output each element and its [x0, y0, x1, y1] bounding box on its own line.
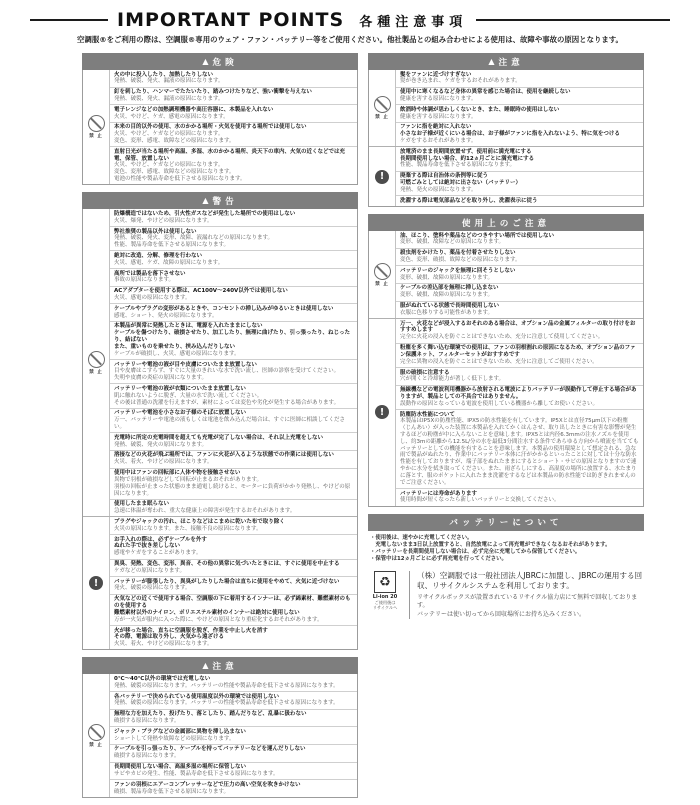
consequence-line: 火災、爆発、やけどの原因になります。: [114, 217, 213, 224]
consequence-line: 変形、破損、故障の原因になります。: [400, 292, 494, 299]
instruction-line: 殺虫剤をかけたり、薬品を付着させたりしない: [400, 250, 516, 257]
section-danger: [82, 53, 358, 185]
exclamation-icon: !: [375, 405, 389, 419]
notice-rows: [396, 147, 643, 206]
instruction-line: ケーブルを傷つけたり、破損させたり、加工したり、無理に曲げたり、引っ張ったり、ねじったり、結ばない: [114, 330, 351, 344]
notice-row: [110, 744, 357, 762]
consequence-line: 完全に異物の浸入を防ぐことはできないため、充分に注意してご使用ください。: [400, 358, 598, 365]
notice-row: [110, 468, 357, 499]
instruction-line: 万一、火花などが浸入するおそれのある場合は、オプション品の金属フィルターの取り付けをおすすめします: [400, 320, 636, 334]
notice-icon-cell: [369, 70, 396, 146]
section-usage: [368, 214, 644, 507]
consequence-line: 破損、製品寿命を低下させる原因になります。: [114, 788, 230, 795]
page-title-ja: 各種注意事項: [359, 14, 468, 30]
consequence-line: 変色、変形、破損、故障などの原因になります。: [400, 256, 521, 263]
instruction-line: ファンの羽根にエアーコンプレッサーなどで圧力の高い空気を吹きかけない: [114, 781, 301, 788]
notice-icon-cell: [369, 147, 396, 206]
instruction-line: 本製品が異常に発熱したときは、電源を入れたままにしない: [114, 323, 263, 330]
instruction-line: 無理な力を加えたり、投げたり、落としたり、踏んだりなど、乱暴に扱わない: [114, 711, 307, 718]
notice-row: [396, 104, 643, 122]
instruction-line: 長期間使用しない場合、高温多湿の場所に保管しない: [114, 764, 247, 771]
consequence-line: 変形、破損、故障などの原因になります。: [400, 239, 505, 246]
recycle-arrows-icon: ♻: [374, 571, 396, 593]
consequence-line: 衣服に色移りする可能性があります。: [400, 309, 494, 316]
notice-group: [369, 231, 643, 318]
consequence-line: 使用時間が短くなったら新しいバッテリーと交換してください。: [400, 497, 560, 504]
right-column: [368, 53, 644, 805]
page-title-bar: [30, 9, 670, 31]
instruction-line: 使用中はファンの回転部に人体や物を接触させない: [114, 470, 241, 477]
prohibition-label: 禁 止: [89, 369, 103, 375]
consequence-line: サビやカビの発生、性能、製品寿命を低下させる原因になります。: [114, 770, 279, 777]
consequence-line: 火災、やけど、ケガなどの原因になります。: [114, 162, 224, 169]
instruction-line: 釘を刺したり、ハンマーでたたいたり、踏みつけたりなど、強い衝撃を与えない: [114, 89, 312, 96]
instruction-icon: [89, 576, 103, 590]
section-warning-table: [82, 209, 358, 650]
instruction-line: ACアダプターを使用する際は、AC100V〜240V以外では使用しない: [114, 288, 288, 295]
section-caution-right-title: 注意: [498, 57, 524, 68]
prohibition-label: 禁 止: [89, 742, 103, 748]
notice-row: [396, 488, 643, 506]
notice-rows: [396, 319, 643, 506]
notice-row: [110, 268, 357, 286]
consequence-line: ショートして発熱や故障などの原因になります。: [114, 735, 235, 742]
notice-row: [396, 70, 643, 87]
recycle-divider: [409, 571, 410, 619]
consequence-line: 発熱、破裂の原因になります。バッテリーの性能や製品寿命を低下させる原因になります。: [114, 700, 339, 707]
notice-row: [396, 385, 643, 409]
instruction-line: 絶対に改造、分解、修理を行わない: [114, 252, 203, 259]
consequence-line: 発熱、破裂、発火、変形、故障、液漏れなどの原因になります。: [114, 235, 274, 242]
notice-rows: [110, 70, 357, 184]
consequence-line: 目や皮膚はこすらず、すぐに大量のきれいな水で洗い流し、医師の診察を受けてください。: [114, 368, 340, 375]
notice-rows: [110, 517, 357, 649]
battery-notes: [368, 531, 644, 564]
consequence-line: その後は普通の洗濯を行えますが、素材によっては変色や劣化が発生する場合があります。: [114, 399, 340, 406]
notice-row: [110, 709, 357, 727]
instruction-line: 服の破損に注意する: [400, 369, 450, 376]
notice-row: [110, 303, 357, 321]
consequence-line: 火災の原因になります。また、接触不良の原因になります。: [114, 525, 262, 532]
instruction-line: プラグやジャックの汚れ、ほこりなどはこまめに乾いた布で取り除く: [114, 518, 285, 525]
instruction-line: 可燃ごみとしては絶対に出さない（バッテリー）: [400, 180, 522, 187]
li-ion-recycle-mark: [368, 571, 402, 619]
jbrc-text: [417, 571, 644, 619]
recycle-caption-line2: リサイクルへ: [372, 605, 398, 611]
instruction-icon: [375, 170, 389, 184]
consequence-line: 火災、やけど、ケガなどの原因になります。: [114, 131, 224, 138]
title-rule-right: [476, 19, 670, 21]
consequence-line: 発熱、破裂、発火、漏液の原因になります。: [114, 78, 224, 85]
notice-icon-cell: [83, 674, 110, 796]
section-warning: [82, 192, 358, 650]
consequence-line: 肌に触れないように脱ぎ、大量の水で洗い流してください。: [114, 392, 263, 399]
prohibition-icon: [374, 263, 391, 287]
instruction-line: また、重いものを乗せたり、挟み込んだりしない: [114, 343, 236, 350]
notice-row: [110, 70, 357, 87]
battery-note-line: ・使用後は、速やかに充電してください。: [370, 534, 473, 541]
notice-row: [110, 762, 357, 780]
consequence-line: 髪が巻き込まれ、ケガをするおそれがあります。: [400, 78, 521, 85]
consequence-line: ケーブルが破損し、火災、感電の原因になります。: [114, 350, 240, 357]
instruction-line: バッテリーや電池の液が衣類についたまま放置しない: [114, 385, 246, 392]
notice-row: [396, 265, 643, 283]
notice-row: [110, 779, 357, 797]
instruction-icon: [375, 405, 389, 419]
prohibition-circle-icon: [374, 96, 391, 113]
consequence-line: 万が一火気が服内に入った際に、やけどの原因となり重症化するおそれがあります。: [114, 616, 323, 623]
notice-row: [396, 195, 643, 206]
section-caution-left-table: [82, 674, 358, 797]
warning-triangle-icon: ▲: [202, 661, 209, 671]
consequence-line: 事故の原因になります。: [114, 277, 175, 284]
consequence-line: 健康を害する原因になります。: [400, 95, 477, 102]
consequence-line: 性能、製品寿命を低下させる原因になります。: [400, 162, 516, 169]
prohibition-label: 禁 止: [89, 134, 103, 140]
exclamation-icon: !: [89, 576, 103, 590]
notice-row: [110, 625, 357, 649]
notice-row: [396, 87, 643, 105]
instruction-line: お手入れの際は、必ずケーブルを外す: [114, 536, 207, 543]
instruction-line: バッテリーのジャックを無理に回そうとしない: [400, 267, 516, 274]
section-battery: [368, 514, 644, 622]
warning-triangle-icon: ▲: [488, 57, 495, 66]
instruction-line: 飲酒時や体調が思わしくないとき、また、睡眠時の使用はしない: [400, 106, 560, 113]
notice-row: [110, 450, 357, 468]
notice-row: [110, 226, 357, 250]
notice-row: [110, 122, 357, 146]
usage-notice: 空調服®をご利用の際は、空調服®専用のウェア・ファン・バッテリー等をご使用ください。他社製品との組み合わせによる使用は、故障や事故の原因となります。: [77, 35, 623, 44]
prohibition-icon: [88, 724, 105, 748]
notice-row: [110, 674, 357, 691]
notice-row: [396, 283, 643, 301]
consequence-line: 発火、破裂の原因になります。: [114, 585, 191, 592]
notice-icon-cell: [83, 517, 110, 649]
instruction-line: 異臭、発熱、変色、変形、異音、その他の異常に気づいたときには、すぐに使用を中止する: [114, 561, 340, 567]
left-column: [82, 53, 358, 805]
instruction-line: 使用中に寒くなるなど身体の異常を感じた場合は、使用を継続しない: [400, 89, 571, 96]
instruction-line: 無線機などの電波利用機器から放射される電波によりバッテリーが誤動作して停止する場合がありますが、製品としての不具合ではありません。: [400, 387, 637, 400]
jbrc-main-line: （株）空調服では一般社団法人JBRCに加盟し、JBRCの運用する回収、リサイクルシステムを利用しております。: [417, 571, 643, 591]
notice-row: [396, 231, 643, 248]
prohibition-circle-icon: [88, 724, 105, 741]
instruction-line: 服がぬれている状態で長時間使用しない: [400, 303, 500, 309]
instruction-line: 油、ほこり、塗料や薬品などのつきやすい場所では使用しない: [400, 232, 555, 239]
consequence-line: 火災、着火、やけどの原因になります。: [114, 459, 213, 466]
instruction-line: 粉塵を多く舞い込む環境での使用は、ファンの羽根割れの原因になるため、オプション品のファン保護ネット、フィルターセットがおすすめです: [400, 345, 636, 358]
notice-row: [396, 122, 643, 146]
warning-triangle-icon: ▲: [202, 57, 209, 66]
consequence-line: 電池の性能や製品寿命を低下させる原因になります。: [114, 176, 246, 183]
instruction-line: バッテリーには寿命があります: [400, 490, 478, 497]
section-usage-title: 使用上のご注意: [461, 218, 551, 229]
notice-group: [369, 318, 643, 506]
section-danger-header: [82, 53, 358, 70]
notice-rows: [396, 231, 643, 318]
consequence-line: 破損する原因になります。: [114, 718, 180, 724]
notice-row: [110, 359, 357, 383]
consequence-line: ケガをするおそれがあります。: [400, 138, 477, 144]
instruction-line: その際、電源は取り外し、火気から遠ざける: [114, 634, 225, 641]
notice-row: [110, 321, 357, 359]
instruction-line: 電子レンジなどの加熱調理機器や高圧容器に、本製品を入れない: [114, 106, 274, 113]
notice-group: [83, 516, 357, 649]
notice-row: [110, 499, 357, 517]
consequence-line: 変色、変形、感電、故障などの原因になります。: [114, 169, 235, 176]
notice-row: [396, 147, 643, 170]
instruction-line: 火気などの近くで使用する場合、空調服の下に着用するインナーは、必ず綿素材、難燃素材のものを使用する: [114, 596, 351, 610]
notice-row: [110, 726, 357, 744]
consequence-line: 本製品はIP5Xの防塵性能、IPX5の防水性能を有しています。IP5Xとは直径75μm以下の粉塵（じんあい）が入った装置に本製品を入れてかくはんさせ、取り出したときに有害な影響が発生するほどの粉塵が中に入らないことを意味します。IPX5とは内径6.3mmの注水ノズルを使用し、約3mの距離から12.5L/分の水を最低3分間注水する条件であらゆる方向から噴流を当ててもバッテリーとしての機能を有することを意味します。本製品の使用環境として想定される、急な雨で製品がぬれたり、作業中にバッテリー本体に汗がかかるといったことに対しては十分な防水性能を有しておりますが、端子部をぬれたままにするとショート・サビの原因となりますので速やかに水分を拭き取ってください。また、雨ざらしにする、高湿度の場所に放置する、水たまりに落とす、服のポケットに入れたまま洗濯をするなどは本製品の防水性能では防ぎきれませんのでご注意ください。: [400, 418, 639, 486]
consequence-line: 急速に体温が奪われ、重大な健康上の障害が発生するおそれがあります。: [114, 508, 296, 515]
section-battery-header: [368, 514, 644, 531]
instruction-line: 充電時に所定の充電時間を超えても充電が完了しない場合は、それ以上充電をしない: [114, 434, 324, 441]
notice-row: [110, 146, 357, 184]
title-rule-left: [30, 19, 108, 21]
consequence-line: 発熱、破裂、発火の原因になります。: [114, 441, 208, 448]
section-warning-header: [82, 192, 358, 209]
section-caution-left-header: [82, 657, 358, 674]
instruction-line: 洗濯する際は電気部品などを取り外し、洗濯表示に従う: [400, 197, 538, 204]
battery-note-line: ・保管中は12ヵ月ごとに必ず再充電を行ってください。: [370, 556, 507, 562]
prohibition-circle-icon: [88, 351, 105, 368]
page-title-en: IMPORTANT POINTS: [117, 9, 345, 31]
instruction-line: バッテリーが膨張したり、異臭がしたりした場合は直ちに使用をやめて、火気に近づけない: [114, 578, 340, 585]
section-warning-title: 警告: [212, 196, 238, 207]
consequence-line: 変色、変形、感電、故障などの原因になります。: [114, 138, 235, 144]
notice-row: [110, 104, 357, 122]
instruction-line: 小さなお子様が近くにいる場合は、お子様がファンに指を入れないよう、特に気をつける: [400, 131, 620, 138]
notice-row: [396, 248, 643, 266]
instruction-line: 防爆構造ではないため、引火性ガスなどが発生した場所での使用はしない: [114, 210, 296, 217]
consequence-line: ケガなどの原因になります。: [114, 567, 185, 574]
notice-row: [110, 534, 357, 558]
section-caution-right: [368, 53, 644, 207]
consequence-line: 感電、ショート、発火の原因になります。: [114, 312, 218, 319]
instruction-line: ファンに指を絶対に入れない: [400, 124, 472, 131]
consequence-line: 失明や皮膚の炎症の原因になります。: [114, 375, 208, 382]
consequence-line: 性能、製品寿命を低下させる原因になります。: [114, 242, 230, 249]
jbrc-sub-line1: リサイクルボックスが設置されているリサイクル協力店にて無料で回収しております。: [417, 593, 638, 610]
prohibition-circle-icon: [374, 263, 391, 280]
notice-row: [110, 559, 357, 577]
section-danger-title: 危険: [212, 57, 238, 68]
consequence-line: 羽根の回転が止まった状態のまま通電し続けると、モーターに負荷がかかり発熱し、やけどの原因になります。: [114, 483, 351, 497]
instruction-line: 本来の目的以外の使用、水のかかる場所・火気を使用する場所では使用しない: [114, 124, 307, 131]
battery-recycle-block: [368, 569, 644, 621]
instruction-line: 防塵防水性能について: [400, 411, 455, 418]
notice-icon-cell: [83, 70, 110, 184]
section-usage-table: [368, 231, 644, 507]
consequence-line: 火災、感電、ケガ、故障の原因になります。: [114, 259, 224, 266]
section-caution-right-header: [368, 53, 644, 70]
content-columns: [82, 53, 700, 805]
section-caution-left: [82, 657, 358, 797]
instruction-line: ジャック・プラグなどの金属部に異物を挿し込まない: [114, 728, 246, 735]
recycle-caption-line1: ご使用後は: [374, 600, 396, 606]
notice-row: [396, 171, 643, 195]
prohibition-label: 禁 止: [375, 281, 389, 287]
consequence-line: 発熱、発火の原因になります。: [400, 186, 477, 193]
notice-row: [110, 286, 357, 304]
consequence-line: 火災、着火、やけどの原因になります。: [114, 641, 213, 648]
instruction-line: 放電済のまま長期間放置せず、使用前に満充電にする: [400, 148, 532, 155]
consequence-line: 発熱、破裂の原因になります。バッテリーの性能や製品寿命を低下させる原因になります。: [114, 682, 339, 689]
consequence-line: 変形、破損、故障の原因になります。: [400, 274, 494, 281]
consequence-line: 健康を害する原因になります。: [400, 113, 477, 120]
consequence-line: 火災、やけど、ケガ、感電の原因になります。: [114, 113, 229, 120]
notice-row: [110, 408, 357, 432]
instruction-line: 長期間使用しない場合、約12ヵ月ごとに満充電にする: [400, 155, 535, 162]
consequence-line: 異物で羽根が破損などして回転が止まるおそれがあります。: [114, 476, 263, 483]
jbrc-sub-line2: バッテリーは使い切ってから回収場所にお持ち込みください。: [417, 610, 586, 618]
prohibition-label: 禁 止: [375, 115, 389, 121]
consequence-line: 感電やケガをすることがあります。: [114, 550, 202, 557]
instruction-line: ぬれた手で抜き差ししない: [114, 543, 181, 550]
notice-icon-cell: [369, 319, 396, 506]
instruction-line: バッテリーや電池の液が目や皮膚についたまま放置しない: [114, 361, 257, 368]
consequence-line: 誤動作の原因となっている電波を使用している機器から離してお使いください。: [400, 400, 599, 407]
prohibition-circle-icon: [88, 115, 105, 132]
notice-group: [369, 146, 643, 206]
notice-group: [369, 70, 643, 146]
instruction-line: ケーブルの差込部を無理に挿し込まない: [400, 285, 499, 292]
consequence-line: 破損する原因になります。: [114, 753, 180, 760]
battery-note-line: ・バッテリーを長期間使用しない場合は、必ず完全に充電してから保管してください。: [370, 548, 581, 555]
consequence-line: 完全に火花の浸入を防ぐことはできないため、充分に注意して使用してください。: [400, 334, 604, 341]
instruction-line: バッテリーや電池を小さなお子様のそばに放置しない: [114, 410, 247, 417]
notice-rows: [110, 209, 357, 516]
prohibition-icon: [374, 96, 391, 120]
notice-rows: [110, 674, 357, 796]
exclamation-icon: !: [375, 170, 389, 184]
instruction-line: 溶接などの火花が飛ぶ場所では、ファンに火花が入るような状態での作業には使用しない: [114, 452, 334, 459]
battery-note-line: 充電しないまま3日以上放置すると、自然放電によって再充電ができなくなるおそれがあります。: [370, 541, 611, 548]
instruction-line: ケーブルを引っ張ったり、ケーブルを持ってバッテリーなどを運んだりしない: [114, 746, 306, 753]
instruction-line: 廃棄する際は自治体の条例等に従う: [400, 173, 489, 180]
notice-row: [110, 517, 357, 534]
consequence-line: 万一、バッテリーや電池の液もしくは電池を飲み込んだ場合は、すぐに医師に相談してください。: [114, 417, 346, 430]
section-caution-left-title: 注意: [212, 661, 238, 672]
notice-row: [110, 383, 357, 407]
instruction-line: 火が移った場合、直ちに空調服を脱ぎ、作業を中止し火を消す: [114, 627, 268, 634]
consequence-line: 発熱、破裂、発火、漏液の原因になります。: [114, 95, 224, 102]
notice-row: [396, 319, 643, 342]
notice-icon-cell: [83, 209, 110, 516]
notice-row: [396, 343, 643, 367]
notice-icon-cell: [369, 231, 396, 318]
notice-row: [396, 301, 643, 319]
instruction-line: 使用したまま眠らない: [114, 501, 170, 508]
instruction-line: 直射日光が当たる場所や高温、多湿、水のかかる場所、炎天下の車内、火気の近くなどでは充電、保管、放置しない: [114, 148, 346, 162]
instruction-line: 0℃〜40℃以外の環境では充電しない: [114, 675, 211, 682]
consequence-line: 火災、感電の原因になります。: [114, 295, 191, 301]
notice-row: [396, 409, 643, 488]
instruction-line: 各バッテリーで決められている使用温度以外の環境では使用しない: [114, 693, 280, 700]
notice-row: [110, 432, 357, 450]
prohibition-icon: [88, 115, 105, 139]
warning-triangle-icon: ▲: [202, 196, 209, 206]
consequence-line: 穴が開くと冷却能力が著しく低下します。: [400, 376, 505, 383]
notice-row: [110, 209, 357, 226]
instruction-line: 弊社推奨の製品以外は使用しない: [114, 228, 197, 235]
section-danger-table: [82, 70, 358, 185]
instruction-line: 高所では製品を落下させない: [114, 270, 186, 277]
instruction-line: ケーブルやプラグの変形があるときや、コンセントの挿し込みがゆるいときは使用しない: [114, 305, 334, 312]
notice-row: [396, 367, 643, 385]
notice-group: [83, 209, 357, 516]
notice-row: [110, 250, 357, 268]
notice-rows: [396, 70, 643, 146]
instruction-line: 髪をファンに近づけすぎない: [400, 71, 472, 78]
notice-row: [110, 594, 357, 625]
instruction-line: 難燃素材以外のナイロン、ポリエステル素材のインナーは絶対に使用しない: [114, 609, 300, 616]
notice-group: [83, 70, 357, 184]
notice-row: [110, 87, 357, 105]
section-battery-title: バッテリーについて: [449, 518, 563, 529]
section-caution-right-table: [368, 70, 644, 207]
li-ion-mark-label: Li-ion 20: [372, 594, 398, 601]
notice-row: [110, 576, 357, 594]
prohibition-icon: [88, 351, 105, 375]
section-usage-header: [368, 214, 644, 231]
notice-group: [83, 674, 357, 796]
instruction-line: 火の中に投入したり、加熱したりしない: [114, 71, 214, 78]
